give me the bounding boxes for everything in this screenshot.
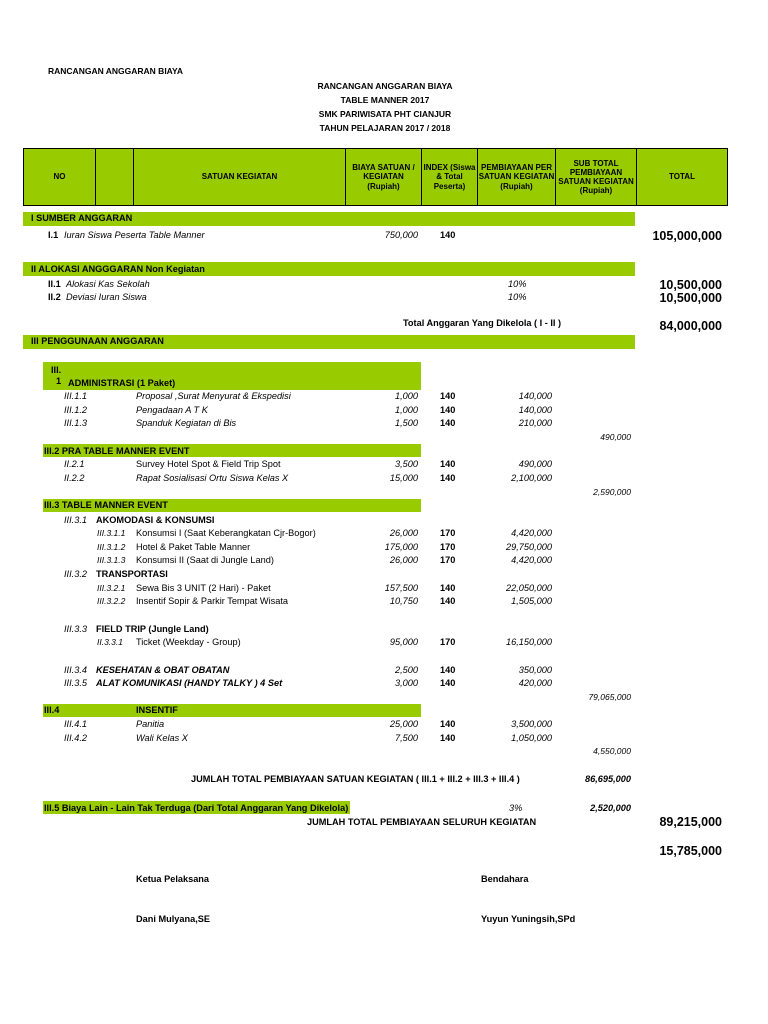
bendahara-name: Yuyun Yuningsih,SPd [481, 914, 576, 924]
grand-value: 89,215,000 [659, 815, 722, 829]
row-index: 170 [440, 528, 456, 538]
header-pembiayaan: PEMBIAYAAN PER SATUAN KEGIATAN (Rupiah) [477, 148, 556, 206]
field-code: III.3.3 [64, 624, 87, 634]
row-biaya: 175,000 [384, 542, 418, 552]
row-index: 140 [440, 596, 456, 606]
row-index: 140 [440, 405, 456, 415]
row-amount: 210,000 [518, 418, 552, 428]
row-biaya: 2,500 [395, 665, 418, 675]
sec1-total: 105,000,000 [652, 229, 722, 243]
sec2-total-value: 84,000,000 [659, 319, 722, 333]
jumlah-value: 86,695,000 [585, 774, 631, 784]
row-label: Sewa Bis 3 UNIT (2 Hari) - Paket [136, 583, 271, 593]
header-no: NO [23, 148, 96, 206]
ketua-name: Dani Mulyana,SE [136, 914, 211, 924]
row-biaya: 3,000 [395, 678, 418, 688]
sec1-code: I.1 [48, 230, 59, 240]
row-index: 140 [440, 719, 456, 729]
row-amount: 4,420,000 [511, 528, 552, 538]
row-label: Wali Kelas X [136, 733, 188, 743]
section-3-title: III PENGGUNAAN ANGGARAN [31, 336, 164, 346]
row-code: III.1.2 [64, 405, 87, 415]
row-amount: 140,000 [518, 391, 552, 401]
row-amount: 420,000 [518, 678, 552, 688]
row-index: 170 [440, 542, 456, 552]
admin-subtotal: 490,000 [600, 432, 631, 442]
trans-code: III.3.2 [64, 569, 87, 579]
ketua-title: Ketua Pelaksana [136, 874, 210, 884]
insentif-label: INSENTIF [136, 705, 178, 715]
row-index: 140 [440, 391, 456, 401]
sec2-row2-code: II.2 [48, 292, 61, 302]
row-biaya: 10,750 [389, 596, 418, 606]
admin-code-a: III. [51, 365, 62, 375]
header-biaya: BIAYA SATUAN / KEGIATAN (Rupiah) [345, 148, 422, 206]
row-index: 170 [440, 637, 456, 647]
row-amount: 22,050,000 [506, 583, 552, 593]
row-label: Konsumsi I (Saat Keberangkatan Cjr-Bogor) [136, 528, 316, 538]
header-index: INDEX (Siswa & Total Peserta) [421, 148, 478, 206]
sec2-row1-pct: 10% [508, 279, 527, 289]
pra-subtotal: 2,590,000 [593, 487, 631, 497]
grand-label: JUMLAH TOTAL PEMBIAYAAN SELURUH KEGIATAN [307, 817, 537, 827]
sec2-row2-pct: 10% [508, 292, 527, 302]
sec2-total-label: Total Anggaran Yang Dikelola ( I - II ) [403, 318, 562, 328]
row-code: III.3.4 [64, 665, 87, 675]
row-amount: 140,000 [518, 405, 552, 415]
row-code: III.3.1.3 [97, 555, 126, 565]
row-biaya: 3,500 [395, 459, 418, 469]
sec2-row1-total: 10,500,000 [659, 278, 722, 292]
row-code: III.3.5 [64, 678, 87, 688]
row-code: III.1.1 [64, 391, 87, 401]
row-amount: 29,750,000 [506, 542, 552, 552]
row-biaya: 26,000 [389, 528, 418, 538]
row-index: 140 [440, 678, 456, 688]
row-amount: 1,505,000 [511, 596, 552, 606]
sec1-biaya: 750,000 [384, 230, 418, 240]
akom-code: III.3.1 [64, 515, 87, 525]
section-1-title: I SUMBER ANGGARAN [31, 213, 133, 223]
row-amount: 1,050,000 [511, 733, 552, 743]
row-label: Insentif Sopir & Parkir Tempat Wisata [136, 596, 288, 606]
insentif-subtotal: 4,550,000 [593, 746, 631, 756]
row-index: 140 [440, 418, 456, 428]
insentif-bar [43, 704, 421, 717]
top-label: RANCANGAN ANGGARAN BIAYA [48, 66, 184, 76]
row-index: 140 [440, 583, 456, 593]
row-label: Proposal ,Surat Menyurat & Ekspedisi [136, 391, 291, 401]
lain-value: 2,520,000 [590, 803, 631, 813]
title-line-4: TAHUN PELAJARAN 2017 / 2018 [319, 123, 451, 133]
row-code: III.3.2.2 [97, 596, 126, 606]
sec2-row2-total: 10,500,000 [659, 291, 722, 305]
sec1-label: Iuran Siswa Peserta Table Manner [64, 230, 205, 240]
title-line-3: SMK PARIWISATA PHT CIANJUR [318, 109, 452, 119]
row-label: Spanduk Kegiatan di Bis [136, 418, 237, 428]
row-code: III.4.1 [64, 719, 87, 729]
row-index: 140 [440, 665, 456, 675]
row-amount: 490,000 [518, 459, 552, 469]
row-biaya: 7,500 [395, 733, 418, 743]
pra-title: III.2 PRA TABLE MANNER EVENT [44, 446, 190, 456]
row-biaya: 26,000 [389, 555, 418, 565]
trans-label: TRANSPORTASI [96, 569, 168, 579]
row-label: Panitia [136, 719, 165, 729]
tm-subtotal: 79,065,000 [588, 692, 631, 702]
header-satuan: SATUAN KEGIATAN [133, 148, 346, 206]
row-biaya: 1,000 [395, 391, 418, 401]
row-code: III.1.3 [64, 418, 87, 428]
row-label: Ticket (Weekday - Group) [136, 637, 241, 647]
row-amount: 4,420,000 [511, 555, 552, 565]
row-code: III.4.2 [64, 733, 87, 743]
row-label: KESEHATAN & OBAT OBATAN [96, 665, 230, 675]
row-label: Survey Hotel Spot & Field Trip Spot [136, 459, 281, 469]
title-line-2: TABLE MANNER 2017 [340, 95, 430, 105]
admin-code-b: 1 [56, 376, 62, 386]
row-biaya: 15,000 [389, 473, 418, 483]
difference-value: 15,785,000 [659, 844, 722, 858]
row-index: 140 [440, 733, 456, 743]
sec1-index: 140 [440, 230, 456, 240]
row-biaya: 1,000 [395, 405, 418, 415]
sec2-row1-label: Alokasi Kas Sekolah [66, 279, 150, 289]
header-total: TOTAL [636, 148, 728, 206]
row-biaya: 1,500 [395, 418, 418, 428]
section-2-title: II ALOKASI ANGGGARAN Non Kegiatan [31, 264, 205, 274]
jumlah-label: JUMLAH TOTAL PEMBIAYAAN SATUAN KEGIATAN ( III.1 + III.2 + III.3 + III.4 ) [191, 774, 520, 784]
row-code: II.2.1 [64, 459, 85, 469]
header-subtotal: SUB TOTAL PEMBIAYAAN SATUAN KEGIATAN (Rupiah) [555, 148, 637, 206]
row-biaya: 157,500 [384, 583, 418, 593]
row-code: III.3.1.1 [97, 528, 126, 538]
row-index: 140 [440, 473, 456, 483]
row-label: Konsumsi II (Saat di Jungle Land) [136, 555, 274, 565]
row-label: Hotel & Paket Table Manner [136, 542, 251, 552]
row-code: II.2.2 [64, 473, 85, 483]
row-amount: 2,100,000 [511, 473, 552, 483]
header-blank [95, 148, 134, 206]
field-label: FIELD TRIP (Jungle Land) [96, 624, 209, 634]
title-line-1: RANCANGAN ANGGARAN BIAYA [317, 81, 453, 91]
row-code: II.3.3.1 [97, 637, 123, 647]
lain-pct: 3% [509, 803, 523, 813]
row-label: ALAT KOMUNIKASI (HANDY TALKY ) 4 Set [96, 678, 283, 688]
row-amount: 350,000 [518, 665, 552, 675]
akom-label: AKOMODASI & KONSUMSI [96, 515, 215, 525]
admin-label: ADMINISTRASI (1 Paket) [68, 378, 176, 388]
row-index: 140 [440, 459, 456, 469]
row-label: Rapat Sosialisasi Ortu Siswa Kelas X [136, 473, 289, 483]
sec2-row1-code: II.1 [48, 279, 61, 289]
row-label: Pengadaan A T K [136, 405, 208, 415]
tm-title: III.3 TABLE MANNER EVENT [44, 500, 168, 510]
bendahara-title: Bendahara [481, 874, 529, 884]
row-amount: 3,500,000 [511, 719, 552, 729]
insentif-code: III.4 [44, 705, 60, 715]
row-biaya: 25,000 [389, 719, 418, 729]
row-amount: 16,150,000 [506, 637, 552, 647]
row-code: III.3.1.2 [97, 542, 126, 552]
row-index: 170 [440, 555, 456, 565]
sec2-row2-label: Deviasi Iuran Siswa [66, 292, 147, 302]
lain-label: III.5 Biaya Lain - Lain Tak Terduga (Dari Total Anggaran Yang Dikelola) [44, 803, 349, 813]
row-code: III.3.2.1 [97, 583, 126, 593]
row-biaya: 95,000 [389, 637, 418, 647]
